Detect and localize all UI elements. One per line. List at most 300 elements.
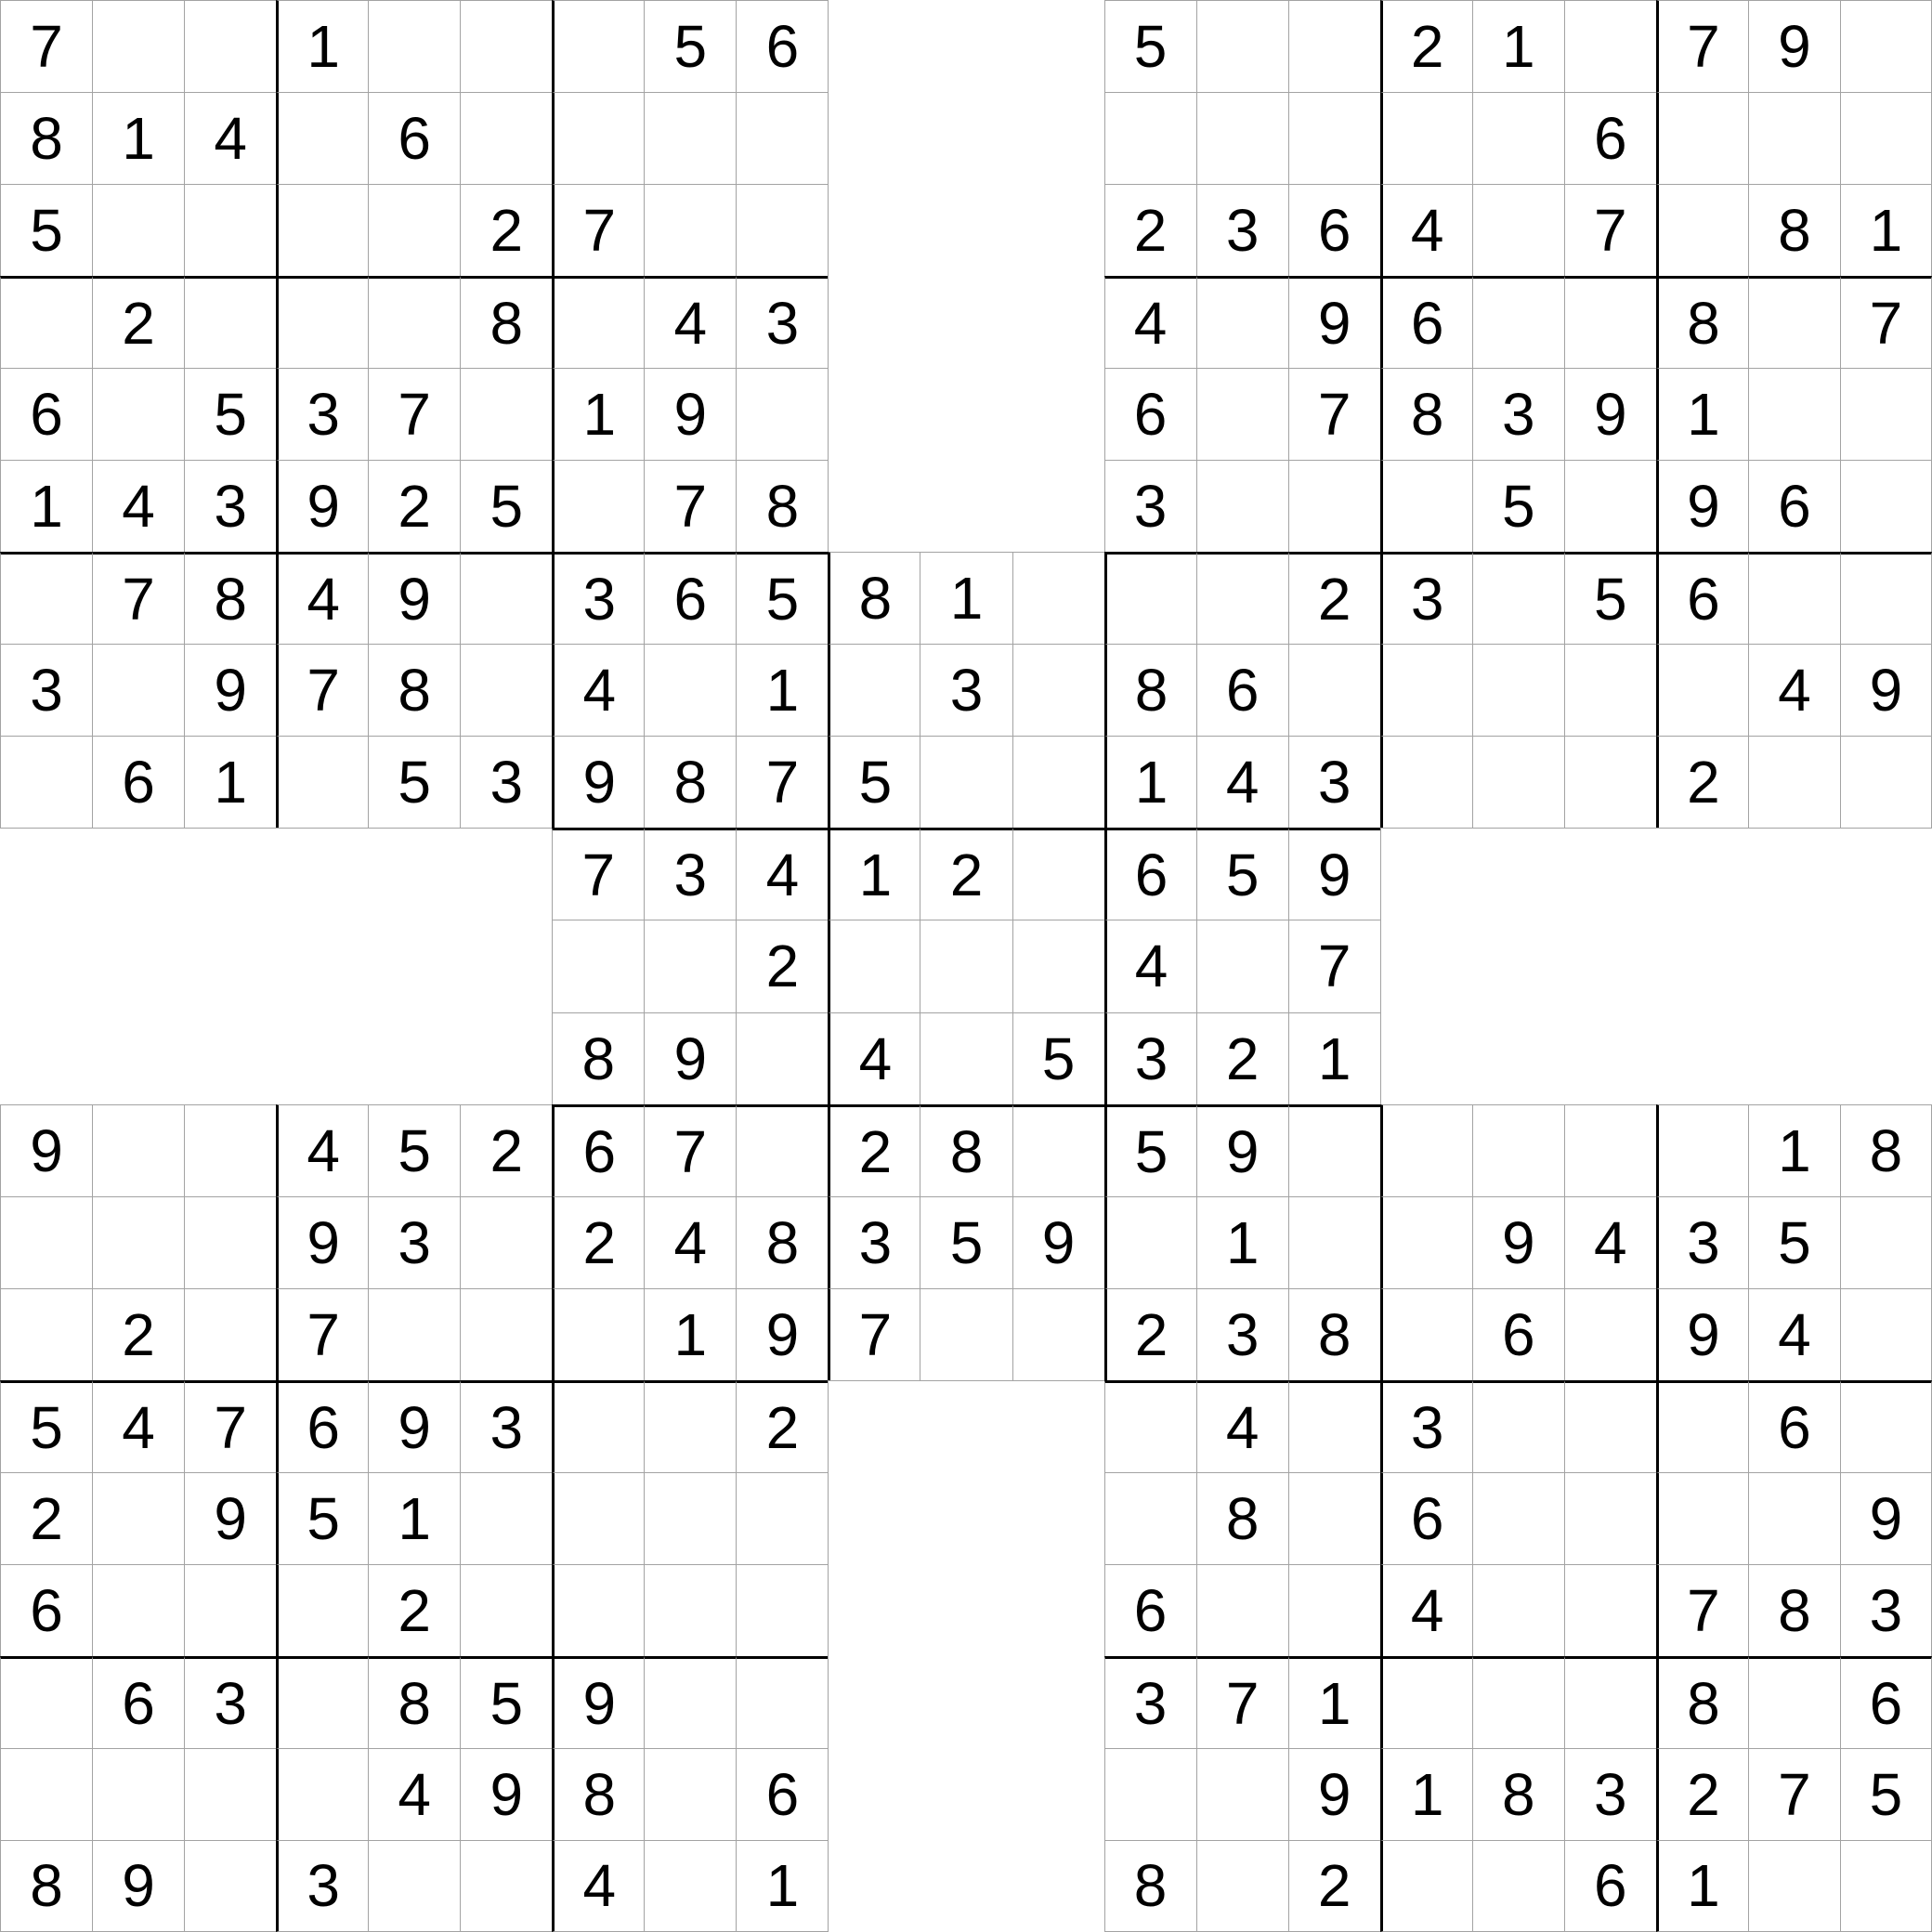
sudoku-given-cell[interactable]: 1 <box>1748 1104 1840 1196</box>
sudoku-given-cell[interactable]: 4 <box>552 1840 644 1932</box>
sudoku-cell[interactable] <box>184 1288 276 1380</box>
sudoku-cell[interactable] <box>552 1288 644 1380</box>
sudoku-cell[interactable] <box>1472 276 1564 368</box>
sudoku-given-cell[interactable]: 2 <box>0 1472 92 1564</box>
sudoku-cell[interactable] <box>644 184 736 276</box>
sudoku-given-cell[interactable]: 5 <box>276 1472 368 1564</box>
sudoku-given-cell[interactable]: 2 <box>460 184 552 276</box>
sudoku-cell[interactable] <box>1196 276 1288 368</box>
sudoku-given-cell[interactable]: 8 <box>828 552 920 644</box>
sudoku-given-cell[interactable]: 5 <box>0 184 92 276</box>
sudoku-given-cell[interactable]: 6 <box>1564 1840 1656 1932</box>
sudoku-given-cell[interactable]: 4 <box>1380 184 1472 276</box>
sudoku-cell[interactable] <box>0 1288 92 1380</box>
sudoku-cell[interactable] <box>1748 368 1840 460</box>
sudoku-cell[interactable] <box>644 1380 736 1472</box>
sudoku-given-cell[interactable]: 8 <box>368 1656 460 1748</box>
sudoku-cell[interactable] <box>460 1564 552 1656</box>
sudoku-cell[interactable] <box>92 1104 184 1196</box>
sudoku-given-cell[interactable]: 9 <box>644 368 736 460</box>
sudoku-given-cell[interactable]: 5 <box>1840 1748 1932 1840</box>
sudoku-cell[interactable] <box>460 552 552 644</box>
sudoku-given-cell[interactable]: 7 <box>644 1104 736 1196</box>
sudoku-given-cell[interactable]: 2 <box>736 1380 828 1472</box>
sudoku-cell[interactable] <box>1472 1840 1564 1932</box>
sudoku-given-cell[interactable]: 2 <box>1196 1012 1288 1104</box>
sudoku-given-cell[interactable]: 9 <box>1288 276 1380 368</box>
sudoku-cell[interactable] <box>552 92 644 184</box>
sudoku-given-cell[interactable]: 6 <box>1380 1472 1472 1564</box>
sudoku-cell[interactable] <box>92 0 184 92</box>
sudoku-cell[interactable] <box>1012 1288 1104 1380</box>
sudoku-cell[interactable] <box>920 920 1012 1012</box>
sudoku-given-cell[interactable]: 5 <box>1012 1012 1104 1104</box>
sudoku-given-cell[interactable]: 9 <box>368 552 460 644</box>
sudoku-given-cell[interactable]: 9 <box>1288 828 1380 920</box>
sudoku-cell[interactable] <box>1380 1656 1472 1748</box>
sudoku-given-cell[interactable]: 5 <box>1196 828 1288 920</box>
sudoku-cell[interactable] <box>1380 644 1472 736</box>
sudoku-given-cell[interactable]: 6 <box>1748 460 1840 552</box>
sudoku-cell[interactable] <box>1196 92 1288 184</box>
sudoku-given-cell[interactable]: 8 <box>0 1840 92 1932</box>
sudoku-cell[interactable] <box>1656 644 1748 736</box>
sudoku-given-cell[interactable]: 9 <box>1196 1104 1288 1196</box>
sudoku-cell[interactable] <box>276 184 368 276</box>
sudoku-cell[interactable] <box>1840 92 1932 184</box>
sudoku-given-cell[interactable]: 3 <box>644 828 736 920</box>
sudoku-given-cell[interactable]: 3 <box>0 644 92 736</box>
sudoku-given-cell[interactable]: 6 <box>644 552 736 644</box>
sudoku-cell[interactable] <box>0 276 92 368</box>
sudoku-given-cell[interactable]: 8 <box>552 1012 644 1104</box>
sudoku-cell[interactable] <box>1288 1104 1380 1196</box>
sudoku-given-cell[interactable]: 4 <box>828 1012 920 1104</box>
sudoku-cell[interactable] <box>0 1748 92 1840</box>
sudoku-given-cell[interactable]: 6 <box>736 1748 828 1840</box>
sudoku-given-cell[interactable]: 1 <box>184 736 276 828</box>
sudoku-given-cell[interactable]: 2 <box>1656 1748 1748 1840</box>
sudoku-cell[interactable] <box>276 1656 368 1748</box>
sudoku-cell[interactable] <box>1656 1380 1748 1472</box>
sudoku-cell[interactable] <box>1380 1840 1472 1932</box>
sudoku-cell[interactable] <box>644 1748 736 1840</box>
sudoku-cell[interactable] <box>644 1656 736 1748</box>
sudoku-cell[interactable] <box>1012 828 1104 920</box>
sudoku-given-cell[interactable]: 1 <box>736 1840 828 1932</box>
sudoku-cell[interactable] <box>920 736 1012 828</box>
sudoku-given-cell[interactable]: 2 <box>828 1104 920 1196</box>
sudoku-given-cell[interactable]: 3 <box>460 1380 552 1472</box>
sudoku-given-cell[interactable]: 2 <box>920 828 1012 920</box>
sudoku-given-cell[interactable]: 1 <box>1380 1748 1472 1840</box>
sudoku-cell[interactable] <box>1380 736 1472 828</box>
sudoku-cell[interactable] <box>1288 1196 1380 1288</box>
sudoku-cell[interactable] <box>184 1196 276 1288</box>
sudoku-cell[interactable] <box>184 184 276 276</box>
sudoku-given-cell[interactable]: 4 <box>1380 1564 1472 1656</box>
sudoku-given-cell[interactable]: 2 <box>460 1104 552 1196</box>
sudoku-cell[interactable] <box>736 368 828 460</box>
sudoku-given-cell[interactable]: 4 <box>1104 920 1196 1012</box>
sudoku-given-cell[interactable]: 5 <box>828 736 920 828</box>
sudoku-cell[interactable] <box>0 736 92 828</box>
sudoku-given-cell[interactable]: 2 <box>1104 184 1196 276</box>
sudoku-cell[interactable] <box>736 1656 828 1748</box>
sudoku-cell[interactable] <box>644 1564 736 1656</box>
sudoku-cell[interactable] <box>1564 1472 1656 1564</box>
sudoku-cell[interactable] <box>736 1104 828 1196</box>
sudoku-cell[interactable] <box>1288 0 1380 92</box>
sudoku-cell[interactable] <box>1748 1840 1840 1932</box>
sudoku-cell[interactable] <box>1012 644 1104 736</box>
sudoku-cell[interactable] <box>1748 1656 1840 1748</box>
sudoku-given-cell[interactable]: 1 <box>92 92 184 184</box>
sudoku-cell[interactable] <box>1564 0 1656 92</box>
sudoku-cell[interactable] <box>1564 1380 1656 1472</box>
sudoku-given-cell[interactable]: 3 <box>1564 1748 1656 1840</box>
sudoku-given-cell[interactable]: 6 <box>1288 184 1380 276</box>
sudoku-given-cell[interactable]: 5 <box>1564 552 1656 644</box>
sudoku-cell[interactable] <box>736 92 828 184</box>
sudoku-given-cell[interactable]: 5 <box>184 368 276 460</box>
sudoku-given-cell[interactable]: 3 <box>1196 184 1288 276</box>
sudoku-cell[interactable] <box>1380 1196 1472 1288</box>
sudoku-cell[interactable] <box>920 1012 1012 1104</box>
sudoku-given-cell[interactable]: 5 <box>920 1196 1012 1288</box>
sudoku-given-cell[interactable]: 1 <box>1288 1656 1380 1748</box>
sudoku-given-cell[interactable]: 4 <box>276 1104 368 1196</box>
sudoku-cell[interactable] <box>1656 92 1748 184</box>
sudoku-cell[interactable] <box>1196 368 1288 460</box>
sudoku-cell[interactable] <box>1196 1840 1288 1932</box>
sudoku-given-cell[interactable]: 3 <box>276 1840 368 1932</box>
sudoku-cell[interactable] <box>736 1012 828 1104</box>
sudoku-given-cell[interactable]: 9 <box>1656 1288 1748 1380</box>
sudoku-given-cell[interactable]: 4 <box>1104 276 1196 368</box>
sudoku-given-cell[interactable]: 3 <box>184 460 276 552</box>
sudoku-given-cell[interactable]: 6 <box>1472 1288 1564 1380</box>
sudoku-given-cell[interactable]: 8 <box>1656 276 1748 368</box>
sudoku-given-cell[interactable]: 1 <box>552 368 644 460</box>
sudoku-cell[interactable] <box>736 1564 828 1656</box>
sudoku-given-cell[interactable]: 8 <box>1288 1288 1380 1380</box>
sudoku-cell[interactable] <box>644 92 736 184</box>
sudoku-given-cell[interactable]: 8 <box>644 736 736 828</box>
sudoku-cell[interactable] <box>368 0 460 92</box>
sudoku-cell[interactable] <box>276 92 368 184</box>
sudoku-given-cell[interactable]: 5 <box>1104 0 1196 92</box>
sudoku-cell[interactable] <box>1472 1104 1564 1196</box>
sudoku-given-cell[interactable]: 2 <box>736 920 828 1012</box>
sudoku-cell[interactable] <box>1564 460 1656 552</box>
sudoku-given-cell[interactable]: 8 <box>1656 1656 1748 1748</box>
sudoku-cell[interactable] <box>1840 1288 1932 1380</box>
sudoku-cell[interactable] <box>0 1196 92 1288</box>
sudoku-cell[interactable] <box>1288 1380 1380 1472</box>
sudoku-given-cell[interactable]: 6 <box>92 736 184 828</box>
sudoku-given-cell[interactable]: 6 <box>368 92 460 184</box>
sudoku-given-cell[interactable]: 8 <box>736 460 828 552</box>
sudoku-given-cell[interactable]: 1 <box>920 552 1012 644</box>
sudoku-given-cell[interactable]: 2 <box>552 1196 644 1288</box>
sudoku-cell[interactable] <box>276 276 368 368</box>
sudoku-given-cell[interactable]: 6 <box>1196 644 1288 736</box>
sudoku-cell[interactable] <box>92 1196 184 1288</box>
sudoku-cell[interactable] <box>1840 1840 1932 1932</box>
sudoku-given-cell[interactable]: 7 <box>1564 184 1656 276</box>
sudoku-given-cell[interactable]: 1 <box>1288 1012 1380 1104</box>
sudoku-given-cell[interactable]: 9 <box>1840 1472 1932 1564</box>
sudoku-given-cell[interactable]: 9 <box>368 1380 460 1472</box>
sudoku-given-cell[interactable]: 8 <box>552 1748 644 1840</box>
sudoku-cell[interactable] <box>1564 1288 1656 1380</box>
sudoku-cell[interactable] <box>644 644 736 736</box>
sudoku-cell[interactable] <box>736 184 828 276</box>
sudoku-given-cell[interactable]: 5 <box>368 1104 460 1196</box>
sudoku-cell[interactable] <box>1012 1104 1104 1196</box>
sudoku-given-cell[interactable]: 1 <box>1840 184 1932 276</box>
sudoku-cell[interactable] <box>1656 1104 1748 1196</box>
sudoku-given-cell[interactable]: 3 <box>1288 736 1380 828</box>
sudoku-given-cell[interactable]: 9 <box>644 1012 736 1104</box>
sudoku-given-cell[interactable]: 1 <box>276 0 368 92</box>
sudoku-cell[interactable] <box>368 276 460 368</box>
sudoku-given-cell[interactable]: 5 <box>460 1656 552 1748</box>
sudoku-given-cell[interactable]: 6 <box>1656 552 1748 644</box>
sudoku-given-cell[interactable]: 3 <box>184 1656 276 1748</box>
sudoku-cell[interactable] <box>368 1288 460 1380</box>
sudoku-cell[interactable] <box>368 1840 460 1932</box>
sudoku-cell[interactable] <box>92 1472 184 1564</box>
sudoku-cell[interactable] <box>1748 552 1840 644</box>
sudoku-given-cell[interactable]: 1 <box>1196 1196 1288 1288</box>
sudoku-given-cell[interactable]: 4 <box>644 276 736 368</box>
sudoku-given-cell[interactable]: 4 <box>92 1380 184 1472</box>
sudoku-given-cell[interactable]: 7 <box>1196 1656 1288 1748</box>
sudoku-cell[interactable] <box>1380 1104 1472 1196</box>
sudoku-given-cell[interactable]: 6 <box>0 1564 92 1656</box>
sudoku-given-cell[interactable]: 7 <box>1288 920 1380 1012</box>
sudoku-cell[interactable] <box>1288 644 1380 736</box>
sudoku-given-cell[interactable]: 4 <box>552 644 644 736</box>
sudoku-given-cell[interactable]: 7 <box>368 368 460 460</box>
sudoku-given-cell[interactable]: 3 <box>460 736 552 828</box>
sudoku-cell[interactable] <box>1472 552 1564 644</box>
sudoku-given-cell[interactable]: 9 <box>184 644 276 736</box>
sudoku-given-cell[interactable]: 4 <box>184 92 276 184</box>
sudoku-cell[interactable] <box>276 1564 368 1656</box>
sudoku-given-cell[interactable]: 3 <box>920 644 1012 736</box>
sudoku-cell[interactable] <box>1564 1564 1656 1656</box>
sudoku-given-cell[interactable]: 4 <box>92 460 184 552</box>
sudoku-cell[interactable] <box>460 1288 552 1380</box>
sudoku-given-cell[interactable]: 1 <box>1656 368 1748 460</box>
sudoku-cell[interactable] <box>644 1840 736 1932</box>
sudoku-given-cell[interactable]: 6 <box>552 1104 644 1196</box>
sudoku-given-cell[interactable]: 6 <box>736 0 828 92</box>
sudoku-given-cell[interactable]: 3 <box>276 368 368 460</box>
sudoku-given-cell[interactable]: 2 <box>368 1564 460 1656</box>
sudoku-cell[interactable] <box>828 920 920 1012</box>
sudoku-given-cell[interactable]: 9 <box>460 1748 552 1840</box>
sudoku-given-cell[interactable]: 2 <box>1656 736 1748 828</box>
sudoku-cell[interactable] <box>1564 276 1656 368</box>
sudoku-cell[interactable] <box>920 1288 1012 1380</box>
sudoku-cell[interactable] <box>1840 0 1932 92</box>
sudoku-cell[interactable] <box>1104 1748 1196 1840</box>
sudoku-cell[interactable] <box>1472 644 1564 736</box>
sudoku-given-cell[interactable]: 7 <box>736 736 828 828</box>
sudoku-given-cell[interactable]: 8 <box>460 276 552 368</box>
sudoku-given-cell[interactable]: 9 <box>552 736 644 828</box>
sudoku-cell[interactable] <box>368 184 460 276</box>
sudoku-given-cell[interactable]: 5 <box>460 460 552 552</box>
sudoku-cell[interactable] <box>276 736 368 828</box>
sudoku-cell[interactable] <box>1564 736 1656 828</box>
sudoku-given-cell[interactable]: 9 <box>1012 1196 1104 1288</box>
sudoku-cell[interactable] <box>1748 736 1840 828</box>
sudoku-given-cell[interactable]: 3 <box>1656 1196 1748 1288</box>
sudoku-cell[interactable] <box>1104 1196 1196 1288</box>
sudoku-cell[interactable] <box>1472 92 1564 184</box>
sudoku-cell[interactable] <box>92 1748 184 1840</box>
sudoku-given-cell[interactable]: 8 <box>1196 1472 1288 1564</box>
sudoku-given-cell[interactable]: 3 <box>828 1196 920 1288</box>
sudoku-cell[interactable] <box>1564 644 1656 736</box>
sudoku-cell[interactable] <box>1380 92 1472 184</box>
sudoku-cell[interactable] <box>184 1564 276 1656</box>
sudoku-given-cell[interactable]: 6 <box>0 368 92 460</box>
sudoku-given-cell[interactable]: 9 <box>1840 644 1932 736</box>
sudoku-given-cell[interactable]: 2 <box>1288 1840 1380 1932</box>
sudoku-cell[interactable] <box>736 1472 828 1564</box>
sudoku-given-cell[interactable]: 6 <box>1104 368 1196 460</box>
sudoku-cell[interactable] <box>1196 920 1288 1012</box>
sudoku-given-cell[interactable]: 7 <box>1656 0 1748 92</box>
sudoku-given-cell[interactable]: 8 <box>736 1196 828 1288</box>
sudoku-given-cell[interactable]: 1 <box>736 644 828 736</box>
sudoku-given-cell[interactable]: 5 <box>644 0 736 92</box>
sudoku-given-cell[interactable]: 4 <box>1748 644 1840 736</box>
sudoku-cell[interactable] <box>1104 92 1196 184</box>
sudoku-given-cell[interactable]: 5 <box>736 552 828 644</box>
sudoku-given-cell[interactable]: 6 <box>1104 828 1196 920</box>
sudoku-cell[interactable] <box>552 0 644 92</box>
sudoku-given-cell[interactable]: 7 <box>828 1288 920 1380</box>
sudoku-given-cell[interactable]: 4 <box>1196 736 1288 828</box>
sudoku-given-cell[interactable]: 9 <box>276 1196 368 1288</box>
sudoku-given-cell[interactable]: 6 <box>1564 92 1656 184</box>
sudoku-cell[interactable] <box>184 276 276 368</box>
sudoku-cell[interactable] <box>276 1748 368 1840</box>
sudoku-cell[interactable] <box>552 1472 644 1564</box>
sudoku-given-cell[interactable]: 8 <box>368 644 460 736</box>
sudoku-cell[interactable] <box>460 644 552 736</box>
sudoku-cell[interactable] <box>1288 1564 1380 1656</box>
sudoku-cell[interactable] <box>1380 460 1472 552</box>
sudoku-cell[interactable] <box>1104 1380 1196 1472</box>
sudoku-given-cell[interactable]: 2 <box>1288 552 1380 644</box>
sudoku-given-cell[interactable]: 4 <box>368 1748 460 1840</box>
sudoku-given-cell[interactable]: 5 <box>1104 1104 1196 1196</box>
sudoku-cell[interactable] <box>184 1840 276 1932</box>
sudoku-given-cell[interactable]: 5 <box>1748 1196 1840 1288</box>
sudoku-given-cell[interactable]: 1 <box>1472 0 1564 92</box>
sudoku-cell[interactable] <box>1472 1380 1564 1472</box>
sudoku-given-cell[interactable]: 1 <box>1104 736 1196 828</box>
sudoku-cell[interactable] <box>1472 1656 1564 1748</box>
sudoku-given-cell[interactable]: 6 <box>1840 1656 1932 1748</box>
sudoku-given-cell[interactable]: 3 <box>1104 1656 1196 1748</box>
sudoku-given-cell[interactable]: 6 <box>1748 1380 1840 1472</box>
sudoku-given-cell[interactable]: 9 <box>1748 0 1840 92</box>
sudoku-given-cell[interactable]: 4 <box>276 552 368 644</box>
sudoku-given-cell[interactable]: 3 <box>1104 1012 1196 1104</box>
sudoku-given-cell[interactable]: 9 <box>0 1104 92 1196</box>
sudoku-given-cell[interactable]: 7 <box>184 1380 276 1472</box>
sudoku-given-cell[interactable]: 1 <box>644 1288 736 1380</box>
sudoku-cell[interactable] <box>1656 184 1748 276</box>
sudoku-cell[interactable] <box>828 644 920 736</box>
sudoku-cell[interactable] <box>460 1840 552 1932</box>
sudoku-given-cell[interactable]: 3 <box>552 552 644 644</box>
sudoku-cell[interactable] <box>92 368 184 460</box>
sudoku-given-cell[interactable]: 2 <box>92 276 184 368</box>
sudoku-cell[interactable] <box>1012 920 1104 1012</box>
sudoku-given-cell[interactable]: 1 <box>368 1472 460 1564</box>
sudoku-given-cell[interactable]: 7 <box>276 1288 368 1380</box>
sudoku-cell[interactable] <box>460 1196 552 1288</box>
sudoku-cell[interactable] <box>552 920 644 1012</box>
sudoku-cell[interactable] <box>1656 1472 1748 1564</box>
sudoku-cell[interactable] <box>184 1104 276 1196</box>
sudoku-cell[interactable] <box>1840 552 1932 644</box>
sudoku-given-cell[interactable]: 7 <box>0 0 92 92</box>
sudoku-given-cell[interactable]: 6 <box>1380 276 1472 368</box>
sudoku-cell[interactable] <box>460 0 552 92</box>
sudoku-cell[interactable] <box>1288 92 1380 184</box>
sudoku-given-cell[interactable]: 7 <box>1840 276 1932 368</box>
sudoku-given-cell[interactable]: 7 <box>1656 1564 1748 1656</box>
sudoku-cell[interactable] <box>1564 1104 1656 1196</box>
sudoku-cell[interactable] <box>1196 1748 1288 1840</box>
sudoku-cell[interactable] <box>184 1748 276 1840</box>
sudoku-cell[interactable] <box>1380 1288 1472 1380</box>
sudoku-cell[interactable] <box>1472 184 1564 276</box>
sudoku-cell[interactable] <box>1840 736 1932 828</box>
sudoku-cell[interactable] <box>460 92 552 184</box>
sudoku-given-cell[interactable]: 7 <box>1288 368 1380 460</box>
sudoku-cell[interactable] <box>1748 276 1840 368</box>
sudoku-cell[interactable] <box>184 0 276 92</box>
sudoku-cell[interactable] <box>1748 92 1840 184</box>
sudoku-cell[interactable] <box>1288 460 1380 552</box>
sudoku-given-cell[interactable]: 9 <box>1656 460 1748 552</box>
sudoku-cell[interactable] <box>1012 552 1104 644</box>
sudoku-given-cell[interactable]: 1 <box>828 828 920 920</box>
sudoku-cell[interactable] <box>460 1472 552 1564</box>
sudoku-cell[interactable] <box>1840 460 1932 552</box>
sudoku-cell[interactable] <box>1196 460 1288 552</box>
sudoku-cell[interactable] <box>1012 736 1104 828</box>
sudoku-given-cell[interactable]: 3 <box>736 276 828 368</box>
sudoku-cell[interactable] <box>552 1380 644 1472</box>
sudoku-given-cell[interactable]: 3 <box>1380 1380 1472 1472</box>
sudoku-given-cell[interactable]: 4 <box>1564 1196 1656 1288</box>
sudoku-given-cell[interactable]: 9 <box>92 1840 184 1932</box>
sudoku-given-cell[interactable]: 7 <box>552 184 644 276</box>
